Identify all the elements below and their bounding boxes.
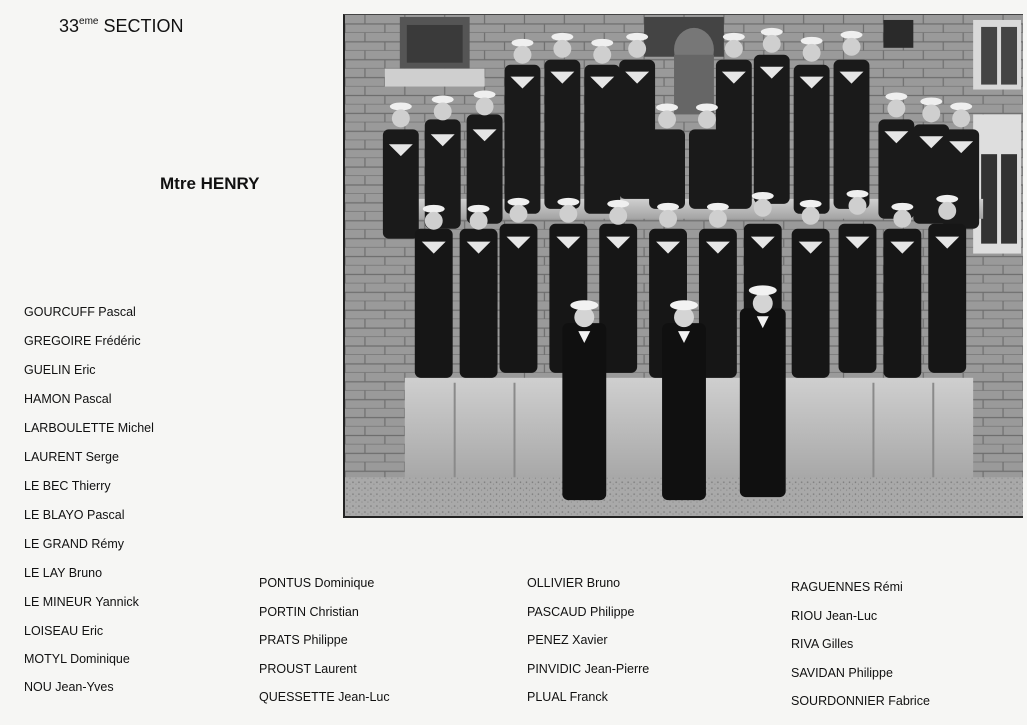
list-item: MOTYL Dominique	[24, 652, 130, 666]
section-title	[59, 16, 184, 37]
list-item: PROUST Laurent	[259, 662, 357, 676]
list-item: PASCAUD Philippe	[527, 605, 635, 619]
list-item: RIVA Gilles	[791, 637, 854, 651]
list-item: GOURCUFF Pascal	[24, 305, 136, 319]
list-item: RIOU Jean-Luc	[791, 609, 878, 623]
section-suffix: eme	[79, 16, 99, 27]
list-item: PINVIDIC Jean-Pierre	[527, 662, 650, 676]
section-word: SECTION	[103, 16, 184, 36]
list-item: HAMON Pascal	[24, 392, 112, 406]
list-item: GUELIN Eric	[24, 363, 96, 377]
list-item: LE BEC Thierry	[24, 479, 111, 493]
list-item: SAVIDAN Philippe	[791, 666, 893, 680]
list-item: LE LAY Bruno	[24, 566, 103, 580]
list-item: LAURENT Serge	[24, 450, 119, 464]
list-item: GREGOIRE Frédéric	[24, 334, 141, 348]
list-item: RAGUENNES Rémi	[791, 580, 903, 594]
list-item: LARBOULETTE Michel	[24, 421, 154, 435]
list-item: LOISEAU Eric	[24, 624, 104, 638]
instructor-name: Mtre HENRY	[160, 174, 260, 193]
list-item: PORTIN Christian	[259, 605, 359, 619]
group-photo-image	[345, 15, 1023, 516]
group-photo	[343, 14, 1023, 518]
list-item: LE GRAND Rémy	[24, 537, 125, 551]
list-item: LE BLAYO Pascal	[24, 508, 125, 522]
list-item: PLUAL Franck	[527, 690, 608, 704]
section-number: 33	[59, 16, 80, 36]
list-item: PENEZ Xavier	[527, 633, 608, 647]
list-item: NOU Jean-Yves	[24, 680, 114, 694]
list-item: QUESSETTE Jean-Luc	[259, 690, 390, 704]
list-item: LE MINEUR Yannick	[24, 595, 139, 609]
list-item: PRATS Philippe	[259, 633, 348, 647]
list-item: PONTUS Dominique	[259, 576, 375, 590]
list-item: OLLIVIER Bruno	[527, 576, 621, 590]
list-item: SOURDONNIER Fabrice	[791, 694, 930, 708]
